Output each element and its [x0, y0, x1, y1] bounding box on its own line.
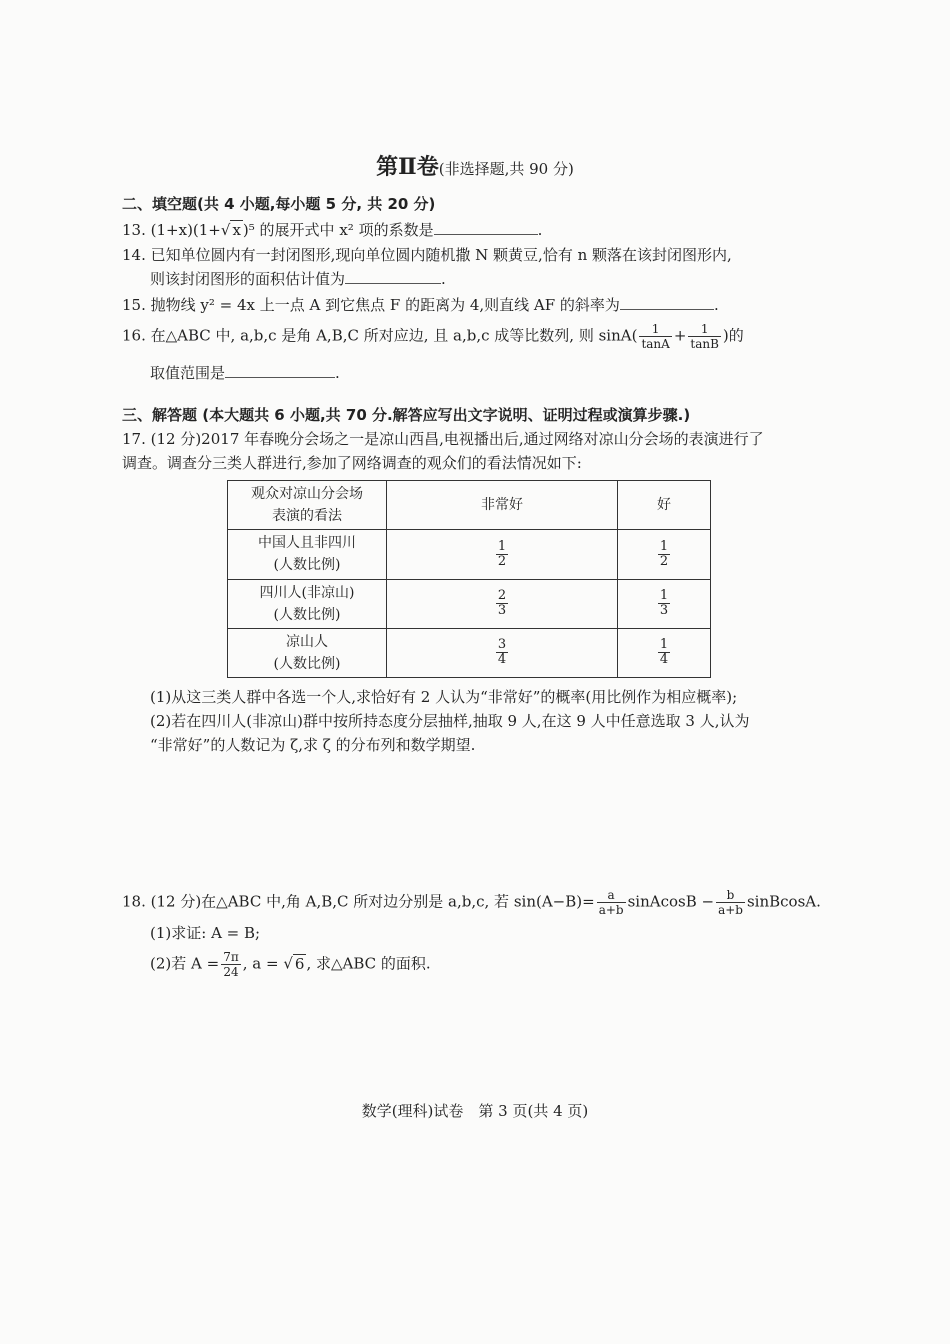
q14-end: .	[441, 270, 446, 288]
q13-pre: (1+x)(1+	[150, 221, 221, 239]
header-col1-line2: 表演的看法	[272, 508, 342, 525]
question-17-part1: (1)从这三类人群中各选一个人,求恰好有 2 人认为“非常好”的概率(用比例作为相应概率);	[150, 688, 738, 706]
q18-angle-num: 7π	[223, 950, 239, 964]
row-label	[228, 628, 387, 677]
q18-frac2	[716, 888, 745, 917]
question-14-line2	[150, 268, 446, 290]
table-row	[228, 530, 711, 579]
question-18-line1	[122, 888, 821, 917]
q16-frac1-num: 1	[639, 322, 671, 337]
row-very-good-cell	[387, 530, 618, 579]
question-17-line1: 17. (12 分)2017 年春晚分会场之一是凉山西昌,电视播出后,通过网络对凉山分会场的表演进行了	[122, 430, 764, 448]
fraction	[496, 638, 508, 667]
section-title	[0, 150, 950, 181]
question-17-line2: 调查。调查分三类人群进行,参加了网络调查的观众们的看法情况如下:	[122, 454, 582, 472]
q14-line2-pre: 则该封闭图形的面积估计值为	[150, 270, 346, 288]
q18-mid: sinAcosB −	[627, 892, 715, 911]
q16-frac2	[688, 322, 721, 351]
fraction-den: 3	[659, 603, 669, 619]
row-label	[228, 530, 387, 579]
row-very-good-cell	[387, 579, 618, 628]
header-col1-line1: 观众对凉山分会场	[251, 486, 363, 503]
q16-frac2-num: 1	[688, 322, 721, 337]
row-good-cell	[618, 530, 711, 579]
table-row	[228, 579, 711, 628]
fraction-num: 3	[497, 637, 507, 653]
fraction-den: 2	[659, 553, 669, 569]
table-header-row	[228, 481, 711, 530]
row-label	[228, 579, 387, 628]
fraction-den: 2	[497, 553, 507, 569]
q18-part2-mid: , a =	[242, 954, 279, 973]
row-label-line1: 中国人且非四川	[258, 535, 356, 552]
page-footer: 数学(理科)试卷 第 3 页(共 4 页)	[361, 1102, 589, 1120]
row-good-cell	[618, 628, 711, 677]
answer-section-heading: 三、解答题 (本大题共 6 小题,共 70 分.解答应写出文字说明、证明过程或演算步骤.)	[122, 406, 691, 424]
q13-post: )⁵ 的展开式中 x² 项的系数是	[242, 221, 434, 239]
q18-post: sinBcosA.	[746, 892, 821, 911]
table-header-col3: 好	[618, 481, 711, 530]
q15-end: .	[713, 296, 719, 314]
title-main: 第Ⅱ卷	[376, 154, 439, 180]
q18-sqrt-arg: 6	[294, 954, 305, 973]
q18-frac1-den: a+b	[598, 903, 624, 917]
question-14-line1: 14. 已知单位圆内有一封闭图形,现向单位圆内随机撒 N 颗黄豆,恰有 n 颗落在该封闭图形内,	[122, 246, 732, 264]
question-15	[122, 294, 719, 316]
q18-angle-den: 24	[223, 965, 239, 979]
fraction-den: 4	[659, 652, 669, 668]
row-label-line2: (人数比例)	[273, 557, 341, 574]
q16-answer-blank[interactable]	[225, 363, 335, 378]
question-16-line1	[122, 322, 744, 351]
fraction-den: 4	[497, 652, 507, 668]
q18-part2-post: , 求△ABC 的面积.	[306, 954, 431, 973]
row-very-good-cell	[387, 628, 618, 677]
q13-end: .	[537, 221, 543, 239]
q16-line2-pre: 取值范围是	[150, 364, 226, 382]
q13-sqrt-sign: √	[220, 221, 231, 239]
fraction-num: 1	[659, 588, 669, 604]
q16-pre: 16. 在△ABC 中, a,b,c 是角 A,B,C 所对应边, 且 a,b,c 成等比数列, 则 sinA(	[122, 326, 638, 345]
q18-frac2-num: b	[716, 888, 745, 903]
question-18-part2	[150, 950, 431, 979]
q16-frac1	[639, 322, 671, 351]
q18-frac1-num: a	[597, 888, 626, 903]
q18-angle-frac	[221, 950, 241, 979]
fill-in-heading: 二、填空题(共 4 小题,每小题 5 分, 共 20 分)	[122, 195, 436, 213]
q15-text: 15. 抛物线 y² = 4x 上一点 A 到它焦点 F 的距离为 4,则直线 AF 的斜率为	[122, 296, 620, 314]
q16-frac1-den: tanA	[641, 337, 670, 351]
q15-answer-blank[interactable]	[620, 295, 714, 310]
title-sub: (非选择题,共 90 分)	[438, 160, 574, 178]
survey-table	[227, 480, 711, 678]
question-16-line2	[150, 362, 340, 384]
q18-frac1	[597, 888, 626, 917]
row-label-line1: 凉山人	[286, 633, 328, 650]
fraction	[658, 589, 670, 618]
q16-frac2-den: tanB	[690, 337, 719, 351]
row-label-line2: (人数比例)	[273, 606, 341, 623]
q18-frac2-den: a+b	[718, 903, 743, 917]
q18-part2-pre: (2)若 A =	[150, 954, 220, 973]
fraction-num: 2	[497, 588, 507, 604]
q13-answer-blank[interactable]	[434, 220, 538, 235]
fraction-den: 3	[497, 603, 507, 619]
question-18-part1: (1)求证: A = B;	[150, 924, 261, 942]
q16-plus: +	[673, 326, 687, 345]
fraction	[658, 540, 670, 569]
fraction-num: 1	[659, 538, 669, 554]
fraction	[658, 638, 670, 667]
question-17-part2-line2: “非常好”的人数记为 ζ,求 ζ 的分布列和数学期望.	[150, 736, 476, 754]
fraction-num: 1	[659, 637, 669, 653]
q14-answer-blank[interactable]	[345, 269, 441, 284]
fraction	[496, 589, 508, 618]
q18-sqrt-sign: √	[283, 954, 293, 973]
table-header-col1	[228, 481, 387, 530]
q16-end: .	[335, 364, 340, 382]
row-good-cell	[618, 579, 711, 628]
fraction	[496, 540, 508, 569]
q13-sqrt-arg: x	[232, 221, 241, 239]
fraction-num: 1	[497, 538, 507, 554]
row-label-line2: (人数比例)	[273, 655, 341, 672]
row-label-line1: 四川人(非凉山)	[259, 584, 355, 601]
table-row	[228, 628, 711, 677]
q18-pre: 18. (12 分)在△ABC 中,角 A,B,C 所对边分别是 a,b,c, 若 sin(A−B)=	[122, 892, 595, 911]
question-17-part2-line1: (2)若在四川人(非凉山)群中按所持态度分层抽样,抽取 9 人,在这 9 人中任意选取 3 人,认为	[150, 712, 750, 730]
question-13	[122, 219, 542, 241]
q16-post: )的	[722, 326, 744, 345]
q13-num: 13.	[122, 221, 146, 239]
table-header-col2: 非常好	[387, 481, 618, 530]
